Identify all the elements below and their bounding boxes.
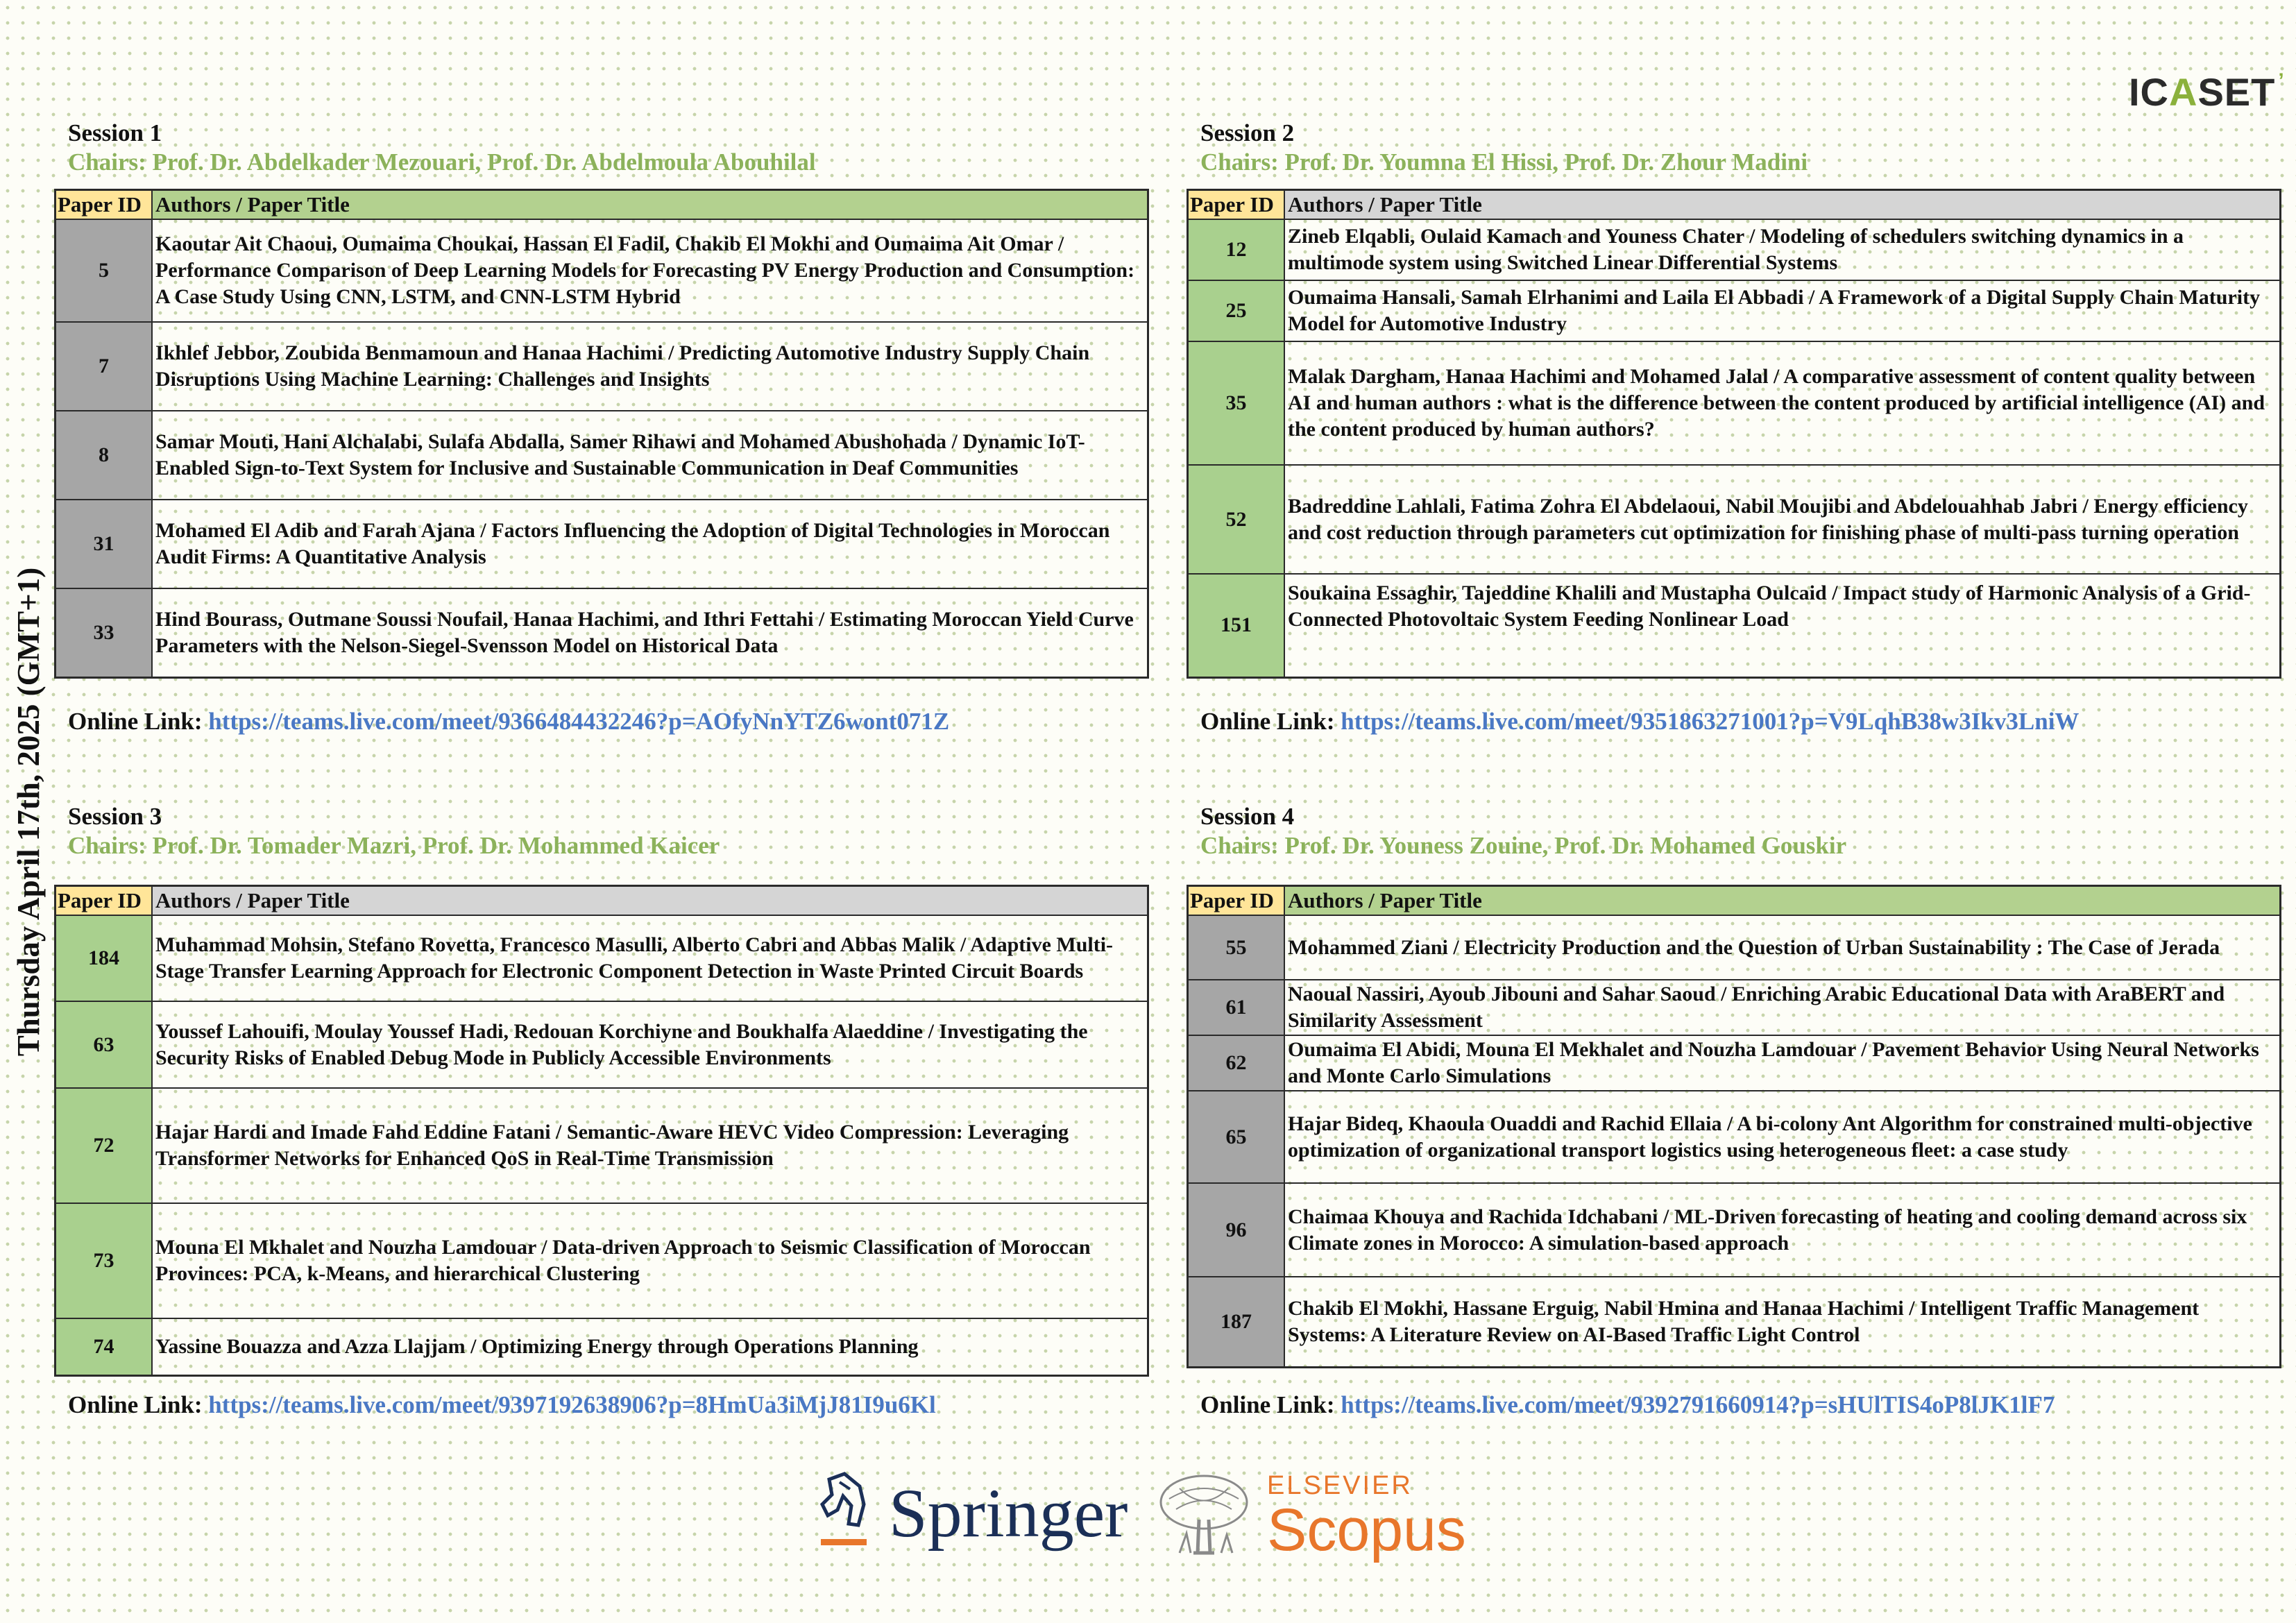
paper-id-header: Paper ID bbox=[1188, 886, 1285, 916]
paper-id: 74 bbox=[56, 1318, 153, 1375]
online-link bbox=[1200, 708, 2079, 736]
table-row bbox=[56, 411, 1148, 500]
table-row bbox=[1188, 980, 2281, 1035]
icaset-logo: ICASET ’ bbox=[2129, 69, 2285, 114]
session-chairs: Chairs: Prof. Dr. Youmna El Hissi, Prof. Dr. Zhour Madini bbox=[1200, 148, 1808, 176]
springer-logo bbox=[808, 1471, 1128, 1554]
paper-id: 73 bbox=[56, 1203, 153, 1318]
paper-id: 35 bbox=[1188, 341, 1285, 465]
paper-id: 31 bbox=[56, 500, 153, 588]
table-row bbox=[56, 915, 1148, 1001]
online-label: Online Link: bbox=[1200, 708, 1335, 735]
session-chairs: Chairs: Prof. Dr. Tomader Mazri, Prof. Dr. Mohammed Kaicer bbox=[68, 832, 720, 859]
table-row bbox=[56, 1203, 1148, 1318]
paper-title: Hajar Bideq, Khaoula Ouaddi and Rachid Ellaia / A bi-colony Ant Algorithm for constrained multi-objective optimization of organizational transport logistics using heterogeneous fleet: a case study bbox=[1284, 1091, 2281, 1183]
paper-title: Badreddine Lahlali, Fatima Zohra El Abdelaoui, Nabil Moujibi and Abdelouahhab Jabri / Energy efficiency and cost reduction through parameters cut optimization for finishing phase of multi-pass turning operation bbox=[1284, 465, 2281, 574]
table-row bbox=[56, 1001, 1148, 1088]
paper-table bbox=[54, 189, 1149, 679]
table-header-row bbox=[1188, 886, 2281, 916]
table-row bbox=[56, 588, 1148, 677]
table-row bbox=[56, 1088, 1148, 1203]
table-header-row bbox=[56, 886, 1148, 916]
session-title: Session 4 bbox=[1200, 803, 1295, 830]
paper-id: 12 bbox=[1188, 219, 1285, 280]
paper-id: 151 bbox=[1188, 574, 1285, 677]
paper-id: 5 bbox=[56, 219, 153, 322]
table-row bbox=[56, 1318, 1148, 1375]
paper-id: 96 bbox=[1188, 1183, 1285, 1277]
paper-id-header: Paper ID bbox=[1188, 190, 1285, 220]
paper-id: 55 bbox=[1188, 915, 1285, 980]
paper-id: 7 bbox=[56, 322, 153, 411]
meeting-url[interactable]: https://teams.live.com/meet/9351863271001?p=V9LqhB38w3Ikv3LniW bbox=[1341, 708, 2080, 735]
paper-title: Chakib El Mokhi, Hassane Erguig, Nabil Hmina and Hanaa Hachimi / Intelligent Traffic Management Systems: A Literature Review on AI-Based Traffic Light Control bbox=[1284, 1277, 2281, 1367]
table-row bbox=[56, 322, 1148, 411]
table-row bbox=[1188, 341, 2281, 465]
paper-title: Muhammad Mohsin, Stefano Rovetta, Francesco Masulli, Alberto Cabri and Abbas Malik / Adaptive Multi-Stage Transfer Learning Approach for Electronic Component Detection in Waste Printed Circuit Boards bbox=[152, 915, 1148, 1001]
table-row bbox=[1188, 1091, 2281, 1183]
paper-title: Mohammed Ziani / Electricity Production and the Question of Urban Sustainability : The Case of Jerada bbox=[1284, 915, 2281, 980]
paper-title: Mouna El Mkhalet and Nouzha Lamdouar / Data-driven Approach to Seismic Classification of Moroccan Provinces: PCA, k-Means, and hierarchical Clustering bbox=[152, 1203, 1148, 1318]
paper-title: Mohamed El Adib and Farah Ajana / Factors Influencing the Adoption of Digital Technologies in Moroccan Audit Firms: A Quantitative Analysis bbox=[152, 500, 1148, 588]
paper-title: Oumaima El Abidi, Mouna El Mekhalet and Nouzha Lamdouar / Pavement Behavior Using Neural Networks and Monte Carlo Simulations bbox=[1284, 1035, 2281, 1091]
session-chairs: Chairs: Prof. Dr. Youness Zouine, Prof. Dr. Mohamed Gouskir bbox=[1200, 832, 1847, 859]
paper-id: 72 bbox=[56, 1088, 153, 1203]
online-label: Online Link: bbox=[68, 1391, 203, 1418]
paper-id: 61 bbox=[1188, 980, 1285, 1035]
session-title: Session 2 bbox=[1200, 119, 1295, 146]
paper-title: Youssef Lahouifi, Moulay Youssef Hadi, Redouan Korchiyne and Boukhalfa Alaeddine / Investigating the Security Risks of Enabled Debug Mode in Publicly Accessible Environments bbox=[152, 1001, 1148, 1088]
paper-title: Soukaina Essaghir, Tajeddine Khalili and Mustapha Oulcaid / Impact study of Harmonic Analysis of a Grid-Connected Photovoltaic System Feeding Nonlinear Load bbox=[1284, 574, 2281, 677]
title-header: Authors / Paper Title bbox=[152, 886, 1148, 916]
paper-title: Chaimaa Khouya and Rachida Idchabani / ML-Driven forecasting of heating and cooling demand across six Climate zones in Morocco: A simulation-based approach bbox=[1284, 1183, 2281, 1277]
online-link bbox=[1200, 1391, 2055, 1419]
paper-id: 187 bbox=[1188, 1277, 1285, 1367]
paper-id-header: Paper ID bbox=[56, 190, 153, 220]
table-row bbox=[1188, 280, 2281, 341]
paper-id: 52 bbox=[1188, 465, 1285, 574]
online-link bbox=[68, 708, 949, 736]
paper-id: 63 bbox=[56, 1001, 153, 1088]
paper-title: Kaoutar Ait Chaoui, Oumaima Choukai, Hassan El Fadil, Chakib El Mokhi and Oumaima Ait Omar / Performance Comparison of Deep Learning Models for Forecasting PV Energy Production and Consumption: A Case Study Using CNN, LSTM, and CNN-LSTM Hybrid bbox=[152, 219, 1148, 322]
elsevier-tree-icon bbox=[1152, 1471, 1256, 1561]
paper-table bbox=[54, 885, 1149, 1377]
paper-id: 65 bbox=[1188, 1091, 1285, 1183]
table-row bbox=[56, 500, 1148, 588]
table-row bbox=[1188, 1277, 2281, 1367]
paper-id: 33 bbox=[56, 588, 153, 677]
elsevier-wordmark: ELSEVIER bbox=[1267, 1471, 1413, 1500]
online-label: Online Link: bbox=[1200, 1391, 1335, 1418]
paper-title: Malak Dargham, Hanaa Hachimi and Mohamed Jalal / A comparative assessment of content quality between AI and human authors : what is the difference between the content produced by artificial intelligence (AI) and the content produced by human authors? bbox=[1284, 341, 2281, 465]
table-row bbox=[1188, 219, 2281, 280]
session-title: Session 3 bbox=[68, 803, 162, 830]
paper-id: 62 bbox=[1188, 1035, 1285, 1091]
paper-id: 8 bbox=[56, 411, 153, 500]
paper-id-header: Paper ID bbox=[56, 886, 153, 916]
table-row bbox=[1188, 1183, 2281, 1277]
online-label: Online Link: bbox=[68, 708, 203, 735]
table-row bbox=[1188, 574, 2281, 677]
session-chairs: Chairs: Prof. Dr. Abdelkader Mezouari, Prof. Dr. Abdelmoula Abouhilal bbox=[68, 148, 816, 176]
paper-title: Yassine Bouazza and Azza Llajjam / Optimizing Energy through Operations Planning bbox=[152, 1318, 1148, 1375]
paper-title: Hajar Hardi and Imade Fahd Eddine Fatani / Semantic-Aware HEVC Video Compression: Leveraging Transformer Networks for Enhanced QoS in Real-Time Transmission bbox=[152, 1088, 1148, 1203]
elsevier-scopus-logo bbox=[1152, 1471, 1466, 1561]
paper-table bbox=[1187, 189, 2281, 679]
paper-id: 184 bbox=[56, 915, 153, 1001]
paper-title: Hind Bourass, Outmane Soussi Noufail, Hanaa Hachimi, and Ithri Fettahi / Estimating Moroccan Yield Curve Parameters with the Nelson-Siegel-Svensson Model on Historical Data bbox=[152, 588, 1148, 677]
paper-title: Samar Mouti, Hani Alchalabi, Sulafa Abdalla, Samer Rihawi and Mohamed Abushohada / Dynamic IoT-Enabled Sign-to-Text System for Inclusive and Sustainable Communication in Deaf Communities bbox=[152, 411, 1148, 500]
scopus-wordmark: Scopus bbox=[1267, 1497, 1466, 1563]
meeting-url[interactable]: https://teams.live.com/meet/9392791660914?p=sHUlTIS4oP8lJK1lF7 bbox=[1341, 1391, 2055, 1418]
springer-wordmark: Springer bbox=[889, 1474, 1128, 1552]
paper-title: Ikhlef Jebbor, Zoubida Benmamoun and Hanaa Hachimi / Predicting Automotive Industry Supply Chain Disruptions Using Machine Learning: Challenges and Insights bbox=[152, 322, 1148, 411]
session-title: Session 1 bbox=[68, 119, 162, 146]
title-header: Authors / Paper Title bbox=[152, 190, 1148, 220]
table-row bbox=[1188, 465, 2281, 574]
meeting-url[interactable]: https://teams.live.com/meet/9397192638906?p=8HmUa3iMjJ81I9u6Kl bbox=[208, 1391, 936, 1418]
title-header: Authors / Paper Title bbox=[1284, 190, 2281, 220]
date-label: Thursday April 17th, 2025 (GMT+1) bbox=[11, 567, 46, 1057]
table-row bbox=[56, 219, 1148, 322]
springer-horse-icon bbox=[808, 1471, 878, 1554]
paper-title: Zineb Elqabli, Oulaid Kamach and Youness Chater / Modeling of schedulers switching dynamics in a multimode system using Switched Linear Differential Systems bbox=[1284, 219, 2281, 280]
paper-title: Oumaima Hansali, Samah Elrhanimi and Laila El Abbadi / A Framework of a Digital Supply Chain Maturity Model for Automotive Industry bbox=[1284, 280, 2281, 341]
paper-table bbox=[1187, 885, 2281, 1368]
table-row bbox=[1188, 915, 2281, 980]
table-header-row bbox=[1188, 190, 2281, 220]
table-row bbox=[1188, 1035, 2281, 1091]
paper-title: Naoual Nassiri, Ayoub Jibouni and Sahar Saoud / Enriching Arabic Educational Data with AraBERT and Similarity Assessment bbox=[1284, 980, 2281, 1035]
table-header-row bbox=[56, 190, 1148, 220]
meeting-url[interactable]: https://teams.live.com/meet/9366484432246?p=AOfyNnYTZ6wont071Z bbox=[208, 708, 950, 735]
online-link bbox=[68, 1391, 936, 1419]
title-header: Authors / Paper Title bbox=[1284, 886, 2281, 916]
paper-id: 25 bbox=[1188, 280, 1285, 341]
